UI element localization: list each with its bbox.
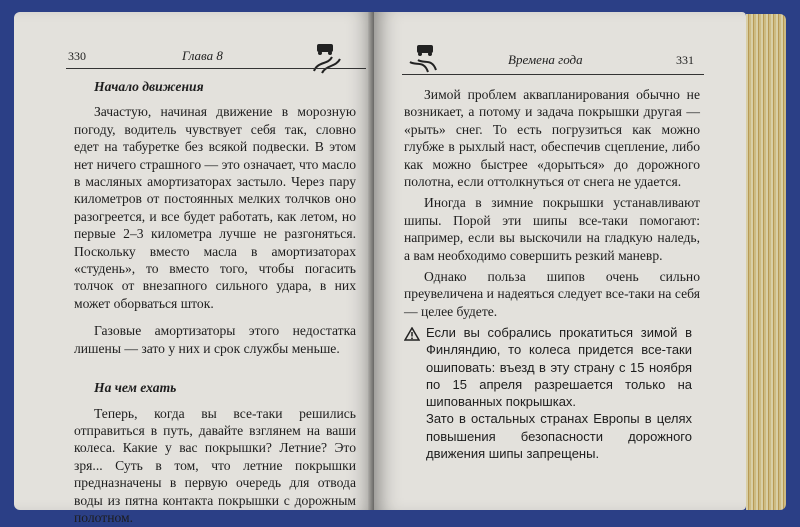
paragraph: Газовые амортизаторы этого недостатка лишены — зато у них и срок службы меньше. bbox=[74, 323, 356, 356]
page-number-right: 331 bbox=[676, 53, 694, 67]
chapter-title-right: Времена года bbox=[508, 52, 583, 67]
section-heading: На чем ехать bbox=[94, 380, 177, 396]
page-number-left: 330 bbox=[68, 49, 86, 63]
paragraph: Зачастую, начиная движение в морозную погоду, водитель чувствует себя так, словно едет на табуретке без всякой подвески. В этом нет ничего страшного — это означает, что масло в масляных амортизаторах застыло. Через пару километров от постоянных мелких толчков оно разогреется, и все будет работать, как летом, но первые 2–3 километра лучше не разгоняться. Поскольку вместо масла в амортизаторах «студень», то вместо того, чтобы погасить толчок от внезапного сильного удара, в них может оборваться шток. bbox=[74, 104, 356, 311]
note-paragraph: Зато в остальных странах Европы в целях повышения безопасности дорожного движения шипы запрещены. bbox=[426, 411, 692, 462]
note-paragraph: Если вы собрались прокатиться зимой в Финляндию, то колеса придется все-таки ошиповать: въезд в эту страну с 15 ноября по 15 апреля разрешается только на шипованных покрышках. bbox=[426, 325, 692, 410]
left-page bbox=[14, 12, 374, 525]
right-text-column bbox=[404, 86, 700, 320]
skidding-car-icon bbox=[406, 40, 442, 76]
paragraph: Однако польза шипов очень сильно преувеличена и надеяться следует все-таки на себя — целее будете. bbox=[404, 269, 700, 319]
right-page bbox=[374, 12, 746, 510]
section-heading: Начало движения bbox=[94, 79, 204, 94]
page-edges bbox=[746, 14, 786, 510]
skidding-car-icon bbox=[308, 39, 344, 75]
paragraph: Зимой проблем аквапланирования обычно не возникает, а потому и задача покрышки другая — «рыть» снег. То есть погрузиться как можно глубже в рыхлый наст, обеспечив сцепление, либо как можно быстрее «дорыться» до дорожного полотна, если оттолкнуться от снега не удается. bbox=[404, 87, 700, 190]
header-rule-right bbox=[402, 74, 704, 75]
note-block bbox=[426, 324, 692, 462]
header-rule-left bbox=[66, 68, 366, 69]
paragraph: Иногда в зимние покрышки устанавливают шипы. Порой эти шипы все-таки помогают: например, если вы выскочили на гладкую наледь, а вам необходимо совершить резкий маневр. bbox=[404, 195, 700, 263]
chapter-title-left: Глава 8 bbox=[182, 48, 223, 63]
paragraph: Теперь, когда вы все-таки решились отправиться в путь, давайте взглянем на ваши колеса. Какие у вас покрышки? Летние? Это зря... Суть в том, что летние покрышки предназначены в первую очередь для отвода воды из пятна контакта покрышки с дорожным полотном. bbox=[74, 405, 356, 525]
warning-triangle-icon bbox=[404, 327, 420, 341]
left-text-column bbox=[74, 78, 356, 526]
